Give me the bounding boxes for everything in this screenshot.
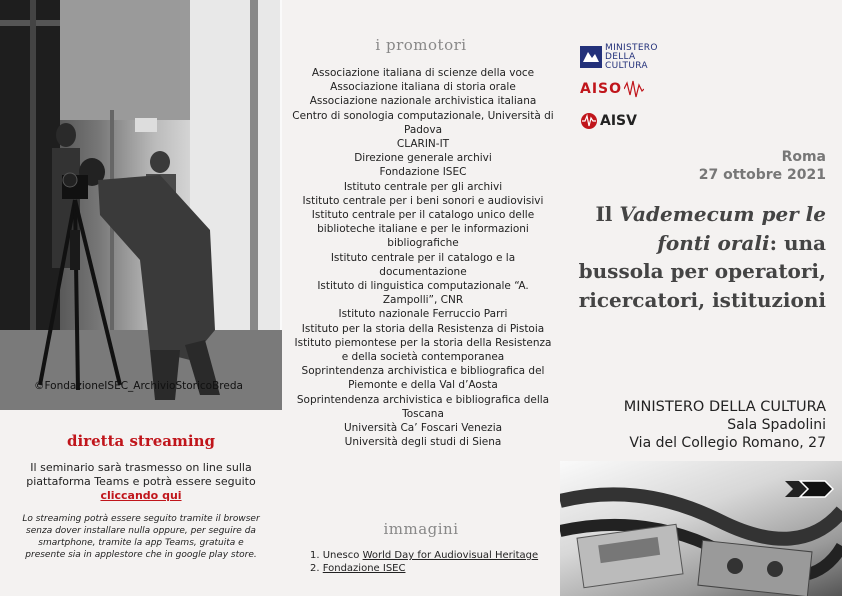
promoter-item: Soprintendenza archivistica e bibliografica del Piemonte e della Val d’Aosta xyxy=(301,365,545,392)
archive-photo-cameraman xyxy=(0,0,282,410)
promoter-item: Istituto nazionale Ferruccio Parri xyxy=(338,308,508,321)
promoter-item: Università degli studi di Siena xyxy=(344,436,502,449)
middle-panel xyxy=(282,0,560,596)
promoter-item: Istituto centrale per il catalogo unico delle biblioteche italiane e per le informazioni bibliografiche xyxy=(311,209,535,250)
streaming-text: Il seminario sarà trasmesso on line sulla piattaforma Teams e potrà essere seguito xyxy=(26,461,256,488)
promoter-item: Associazione italiana di scienze della voce xyxy=(311,67,535,79)
event-title-italic: Vademecum per le fonti orali xyxy=(619,202,826,255)
streaming-heading: diretta streaming xyxy=(67,432,215,450)
image-credit-item: 1. Unesco World Day for Audiovisual Heritage xyxy=(310,550,539,561)
mic-logo xyxy=(580,42,675,72)
mic-emblem-icon xyxy=(580,46,602,68)
promoter-item: Direzione generale archivi xyxy=(354,152,492,165)
venue-block xyxy=(624,398,826,452)
right-panel xyxy=(560,0,842,596)
venue-ministry: MINISTERO DELLA CULTURA xyxy=(623,399,826,415)
film-reels-photo xyxy=(560,461,842,596)
promoter-item: Università Ca’ Foscari Venezia xyxy=(343,422,503,435)
promoter-item: Fondazione ISEC xyxy=(379,166,467,179)
venue-address: Via del Collegio Romano, 27 xyxy=(629,435,826,451)
promoter-item: Istituto centrale per gli archivi xyxy=(343,180,503,193)
event-city: Roma xyxy=(781,149,826,165)
streaming-link[interactable]: cliccando qui xyxy=(100,489,182,502)
image-credit-link-unesco[interactable]: World Day for Audiovisual Heritage xyxy=(362,550,539,561)
promoter-item: Istituto piemontese per la storia della Resistenza e della società contemporanea xyxy=(294,336,552,364)
streaming-note: Lo streaming potrà essere seguito tramite il browser senza dover installare nulla oppure, per seguire da smartphone, tramite la app Teams, gratuita e presente sia in applestore che in google play store. xyxy=(22,514,260,560)
promoter-item: Associazione italiana di storia orale xyxy=(330,81,516,94)
promoters-heading: i promotori xyxy=(375,36,467,54)
image-credit-link-isec[interactable]: Fondazione ISEC xyxy=(322,563,406,574)
event-title-prefix: Il xyxy=(595,202,620,226)
aiso-logo xyxy=(580,74,675,104)
event-date: 27 ottobre 2021 xyxy=(698,167,826,183)
film-illustration xyxy=(560,461,842,596)
promoter-item: Istituto per la storia della Resistenza di Pistoia xyxy=(301,322,545,335)
promoter-item: Centro di sonologia computazionale, Università di Padova xyxy=(292,109,554,136)
left-panel xyxy=(0,0,282,596)
event-title-rest: una bussola per operatori, ricercatori, istituzioni xyxy=(578,230,826,312)
event-title-colon: : xyxy=(769,230,777,255)
promoter-item: Istituto centrale per i beni sonori e audiovisivi xyxy=(302,194,544,207)
event-date-block xyxy=(699,148,826,184)
image-credit-prefix: Unesco xyxy=(322,550,363,561)
mic-logo-text: MINISTERO DELLA CULTURA xyxy=(605,42,658,71)
photo-illustration xyxy=(0,0,282,410)
promoter-item: Soprintendenza archivistica e bibliografica della Toscana xyxy=(296,393,550,420)
aisv-logo xyxy=(580,106,675,136)
venue-room: Sala Spadolini xyxy=(727,417,826,433)
aiso-waveform-icon xyxy=(624,79,644,99)
images-heading: immagini xyxy=(383,520,459,538)
image-credit-item: 2. Fondazione ISEC xyxy=(310,563,406,574)
promoter-item: Istituto di linguistica computazionale “A. Zampolli”, CNR xyxy=(317,280,529,307)
photo-credit: ©FondazioneISEC_ArchivioStoricoBreda xyxy=(34,380,243,392)
aisv-logo-text: AISV xyxy=(600,113,637,129)
streaming-description xyxy=(18,461,264,503)
images-credits-list xyxy=(310,549,538,575)
promoter-item: Istituto centrale per il catalogo e la documentazione xyxy=(330,251,516,278)
event-title xyxy=(566,200,826,314)
aiso-logo-text: AISO xyxy=(580,81,623,97)
promoter-item: Associazione nazionale archivistica italiana xyxy=(309,95,537,108)
aisv-circle-icon xyxy=(580,112,598,130)
promoter-item: CLARIN-IT xyxy=(396,138,450,151)
promoters-list xyxy=(292,66,554,449)
partner-logos xyxy=(580,42,675,138)
